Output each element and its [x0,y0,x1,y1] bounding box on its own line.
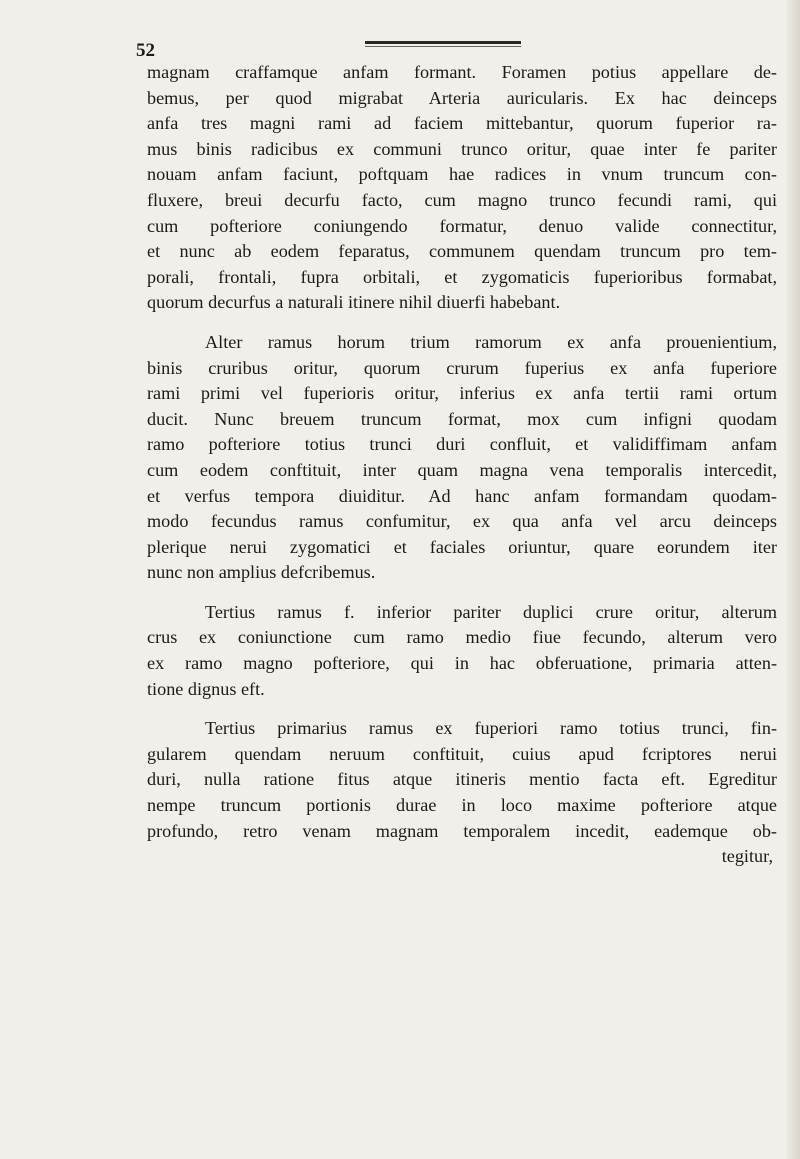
catchword: tegitur, [721,846,773,867]
text-line: anfa tres magni rami ad faciem mittebantur, quorum fuperior ra- [147,113,777,134]
header-rule [365,41,521,44]
page-number: 52 [136,40,155,61]
text-line: ex ramo magno pofteriore, qui in hac obferuatione, primaria atten- [147,653,777,674]
text-line: bemus, per quod migrabat Arteria auricularis. Ex hac deinceps [147,87,777,108]
text-line: cum pofteriore coniungendo formatur, denuo valide connectitur, [147,215,777,236]
text-line: plerique nerui zygomatici et faciales oriuntur, quare eorundem iter [147,536,777,557]
page-edge-shadow [786,0,800,1159]
text-line: nunc non amplius defcribemus. [147,562,376,583]
text-line: magnam craffamque anfam formant. Foramen potius appellare de- [147,62,777,82]
text-line: profundo, retro venam magnam temporalem incedit, eademque ob- [147,820,777,841]
text-line: porali, frontali, fupra orbitali, et zygomaticis fuperioribus formabat, [147,266,777,287]
text-line: nouam anfam faciunt, poftquam hae radices in vnum truncum con- [147,164,777,185]
text-line: crus ex coniunctione cum ramo medio fiue fecundo, alterum vero [147,627,777,648]
text-line: binis cruribus oritur, quorum crurum fuperius ex anfa fuperiore [147,357,777,378]
text-line: tione dignus eft. [147,678,265,699]
text-line: cum eodem conftituit, inter quam magna vena temporalis intercedit, [147,459,777,480]
text-line: fluxere, breui decurfu facto, cum magno trunco fecundi rami, qui [147,189,777,210]
paragraph [147,330,777,586]
paragraph [147,60,777,316]
text-line: rami primi vel fuperioris oritur, inferius ex anfa tertii rami ortum [147,383,777,404]
text-line: et nunc ab eodem feparatus, communem quendam truncum pro tem- [147,241,777,262]
text-block [147,60,777,870]
text-line: quorum decurfus a naturali itinere nihil diuerfi habebant. [147,292,561,313]
header-rule-thin [365,46,521,47]
paragraph [147,600,777,702]
text-line: duri, nulla ratione fitus atque itineris mentio facta eft. Egreditur [147,769,777,790]
paragraph [147,716,777,870]
text-line: et verfus tempora diuiditur. Ad hanc anfam formandam quodam- [147,485,777,506]
text-line: ducit. Nunc breuem truncum format, mox cum infigni quodam [147,408,777,429]
text-line: gularem quendam neruum conftituit, cuius apud fcriptores nerui [147,743,777,764]
text-line: nempe truncum portionis durae in loco maxime pofteriore atque [147,795,777,816]
text-line: Tertius primarius ramus ex fuperiori ramo totius trunci, fin- [205,718,777,739]
text-line: modo fecundus ramus confumitur, ex qua anfa vel arcu deinceps [147,511,777,532]
text-line: mus binis radicibus ex communi trunco oritur, quae inter fe pariter [147,138,777,159]
text-line: Tertius ramus f. inferior pariter duplici crure oritur, alterum [205,601,777,622]
text-line: Alter ramus horum trium ramorum ex anfa prouenientium, [205,331,777,352]
text-line: ramo pofteriore totius trunci duri confluit, et validiffimam anfam [147,434,777,455]
